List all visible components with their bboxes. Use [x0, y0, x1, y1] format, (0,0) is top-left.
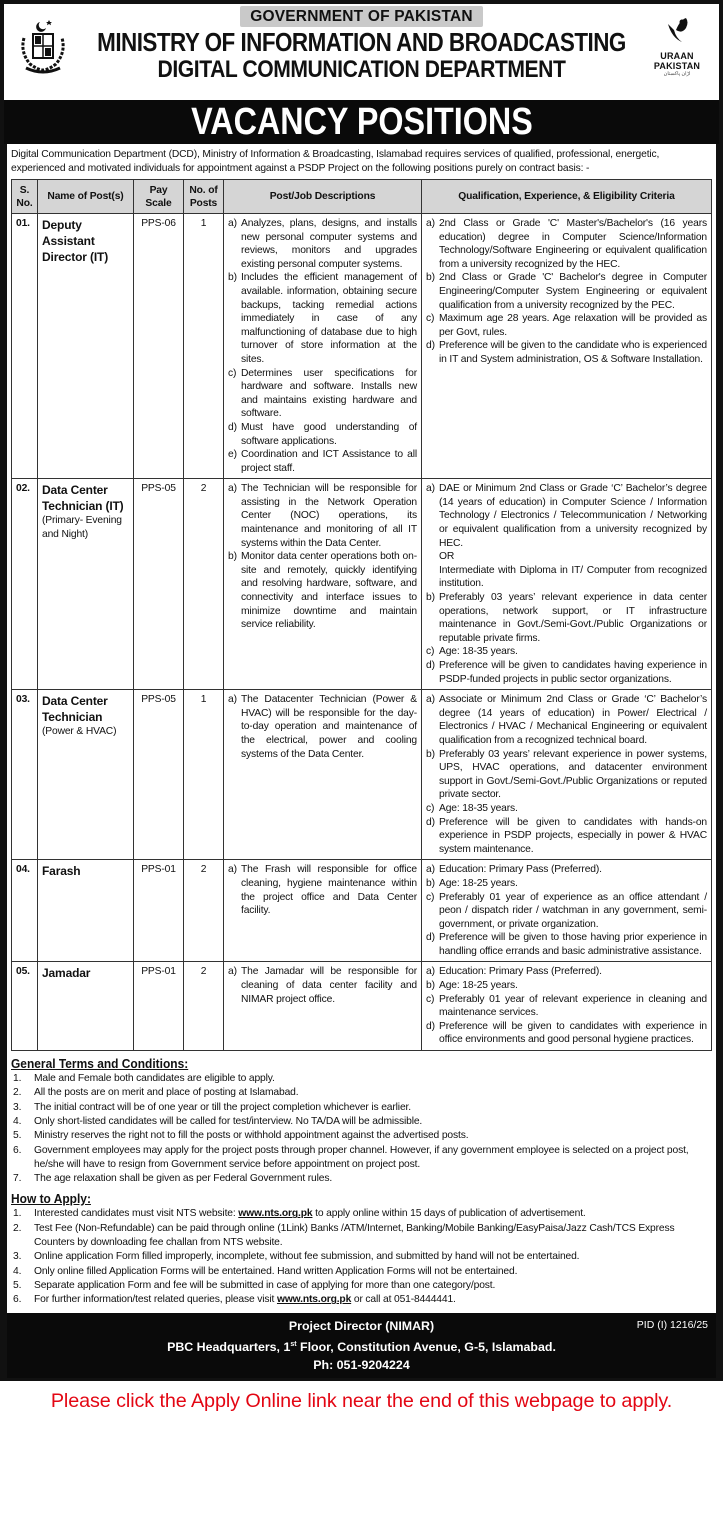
apply-item: 1. Interested candidates must visit NTS website: www.nts.org.pk to apply online within 15 days of publication of advertisement. [13, 1208, 586, 1220]
contact-footer [7, 1313, 716, 1378]
pay-scale: PPS-05 [134, 479, 184, 690]
apply-title: How to Apply: [11, 1191, 91, 1207]
qualification-item: c) Preferably 01 year of experience as an office attendant / peon / dispatch rider / watchman in any government, semi-government, or private organization. [426, 891, 707, 930]
project-director: Project Director (NIMAR) [288, 1319, 435, 1334]
header-posts: No. of Posts [184, 180, 224, 214]
government-badge: GOVERNMENT OF PAKISTAN [240, 6, 483, 27]
header-scale: Pay Scale [134, 180, 184, 214]
qualification-item: a) 2nd Class or Grade 'C' Master's/Bachelor's (16 years education) degree in Computer Science/Information Technology/Software Engineering or equivalent qualification from a university recognized by the HEC. [426, 218, 707, 270]
job-description [224, 860, 422, 962]
header-description: Post/Job Descriptions [224, 180, 422, 214]
description-item: a) The Datacenter Technician (Power & HVAC) will be responsible for the day-to-day operation and maintenance of the electrical, power and cooling systems of the Data Center. [228, 694, 417, 760]
serial-number: 05. [12, 962, 38, 1051]
address: PBC Headquarters, 1st Floor, Constitution Avenue, G-5, Islamabad. [167, 1340, 556, 1355]
qualification-item: c) Preferably 01 year of relevant experience in cleaning and maintenance services. [426, 993, 707, 1019]
qualification-criteria [422, 690, 712, 860]
table-row [12, 690, 712, 860]
ministry-title: MINISTRY OF INFORMATION AND BROADCASTING [97, 29, 626, 57]
pay-scale: PPS-01 [134, 962, 184, 1051]
table-row [12, 479, 712, 690]
terms-title: General Terms and Conditions: [11, 1056, 189, 1072]
pay-scale: PPS-05 [134, 690, 184, 860]
qualification-item: d) Preference will be given to candidates with hands-on experience in PSDP projects, especially in power & HVAC system maintenance. [426, 816, 707, 855]
apply-section [11, 1191, 712, 1307]
description-item: c) Determines user specifications for hardware and software. Installs new and maintains existing hardware and software. [228, 367, 417, 420]
description-item: a) The Jamadar will be responsible for cleaning of data center facility and NIMAR project office. [228, 966, 417, 1005]
qualification-item: b) 2nd Class or Grade 'C' Bachelor's degree in Computer Engineering/Computer System Engineering or equivalent qualification from a university recognized by the PEC. [426, 272, 707, 311]
qualification-item: d) Preference will be given to those having prior experience in handling office errands and basic administrative assistance. [426, 932, 707, 957]
header [4, 4, 719, 100]
post-name: Deputy Assistant Director (IT) [38, 214, 134, 479]
pid-number: PID (I) 1216/25 [636, 1319, 708, 1332]
vacancy-banner [4, 100, 719, 144]
description-item: b) Includes the efficient management of available. information, obtaining secure backups, tacking remedial actions immediately in case of any malfunctioning of database due to high turnover of store information at the sites. [228, 272, 417, 365]
pay-scale: PPS-06 [134, 214, 184, 479]
qualification-criteria [422, 962, 712, 1051]
table-row [12, 214, 712, 479]
intro-paragraph: Digital Communication Department (DCD), Ministry of Information & Broadcasting, Islamabad requires services of qualified, professional, energetic, experienced and motivated individuals for appointment against a PSDP Project on the following positions purely on contract basis: - [11, 149, 660, 174]
serial-number: 04. [12, 860, 38, 962]
description-item: a) Analyzes, plans, designs, and installs new personal computer systems and reviews, monitors and upgrades existing personal computer systems. [228, 218, 417, 270]
post-name: Jamadar [38, 962, 134, 1051]
uraan-subtitle: PAKISTAN [653, 61, 701, 71]
phone-number: Ph: 051-9204224 [313, 1357, 410, 1372]
qualification-item: a) Education: Primary Pass (Preferred). [426, 966, 602, 978]
qualification-item: b) Age: 18-25 years. [426, 980, 518, 992]
table-header-row [12, 180, 712, 214]
apply-item: 5. Separate application Form and fee will be submitted in case of applying for more than one category/post. [13, 1279, 496, 1291]
post-name: Data Center Technician (Power & HVAC) [38, 690, 134, 860]
vacancy-table [11, 179, 712, 1051]
nts-website-link[interactable]: www.nts.org.pk [276, 1294, 352, 1306]
qualification-item: b) Age: 18-25 years. [426, 877, 518, 889]
description-item: a) The Technician will be responsible for assisting in the Network Operation Center (NOC) operations, its maintenance and monitoring of all IT systems within the Data Center. [228, 483, 417, 549]
terms-item: 6. Government employees may apply for the project posts through proper channel. However, if any government employee is selected on a project post, he/she will have to resign from Government service before appointment on project post. [13, 1144, 689, 1170]
advertisement-body [4, 144, 719, 1381]
job-description [224, 690, 422, 860]
qualification-item: c) Age: 18-35 years. [426, 802, 518, 814]
qualification-item: d) Preference will be given to the candidate who is experienced in IT and System administration, OS & Software Installation. [426, 340, 707, 365]
uraan-title: URAAN [660, 51, 694, 61]
qualification-item: b) Preferably 03 years’ relevant experience in power systems, UPS, HVAC operations, and datacenter environment support in Govt./Semi-Govt./Public Organizations or reputed private sector. [426, 748, 707, 801]
qualification-item: a) Associate or Minimum 2nd Class or Grade ‘C’ Bachelor’s degree (14 years of education) in Power/ Electrical / Electronics / HVAC / Mechanical Engineering or equivalent qualification from a recognized technical board. [426, 694, 707, 746]
qualification-criteria: a) DAE or Minimum 2nd Class or Grade ‘C’ Bachelor’s degree (14 years of education) in Computer Science / Information Technology / Electronics / Telecommunication / Networking or equivalent qualification from a university recognized by HEC. OR Intermediate with Diploma in IT/ Computer from recognized institution. b) Preferably 03 years’ relevant experience in data center operations, network support, or IT infrastructure maintenance in Govt./Semi-Govt./Public Organizations or reputable private firms. c) Age: 18-35 years. d) Preference will be given to candidates having experience in PSDP-funded projects in public sector organizations. [422, 479, 712, 690]
terms-item: 2. All the posts are on merit and place of posting at Islamabad. [13, 1087, 299, 1099]
post-name: Farash [38, 860, 134, 962]
apply-item: 2. Test Fee (Non-Refundable) can be paid through online (1Link) Banks /ATM/Internet, Banking/Mobile Banking/EasyPaisa/Jazz Cash/TCS Express Counters by downloading fee challan from NTS website. [13, 1222, 675, 1248]
serial-number: 03. [12, 690, 38, 860]
apply-online-notice: Please click the Apply Online link near the end of this webpage to apply. [50, 1390, 673, 1413]
number-of-posts: 1 [184, 214, 224, 479]
number-of-posts: 2 [184, 860, 224, 962]
number-of-posts: 2 [184, 479, 224, 690]
description-item: a) The Frash will responsible for office cleaning, hygiene maintenance within the project office and Data Center facility. [228, 864, 417, 917]
description-item: b) Monitor data center operations both on-site and remotely, quickly identifying and resolving hardware, software, and connectivity and interface issues to minimize downtime and maintain service reliability. [228, 551, 417, 631]
post-name: Data Center Technician (IT) (Primary- Evening and Night) [38, 479, 134, 690]
description-item: e) Coordination and ICT Assistance to all project staff. [228, 449, 417, 474]
job-description [224, 214, 422, 479]
apply-item: 4. Only online filled Application Forms will be entertained. Hand written Application Forms will not be entertained. [13, 1265, 518, 1277]
qualification-item: c) Age: 18-35 years. [426, 646, 518, 658]
terms-section [11, 1056, 712, 1186]
terms-item: 7. The age relaxation shall be given as per Federal Government rules. [13, 1173, 333, 1185]
qualification-item: b) Preferably 03 years’ relevant experience in data center operations, network support, or IT infrastructure maintenance in Govt./Semi-Govt./Public Organizations or reputable private firms. [426, 592, 707, 644]
nts-website-link[interactable]: www.nts.org.pk [238, 1208, 313, 1220]
qualification-item: d) Preference will be given to candidates with experience in office environments and good personal hygiene practices. [426, 1020, 707, 1046]
qualification-item: a) Education: Primary Pass (Preferred). [426, 864, 602, 876]
pay-scale: PPS-01 [134, 860, 184, 962]
terms-item: 5. Ministry reserves the right not to fill the posts or withhold appointment against the advertised posts. [13, 1130, 469, 1142]
header-sno: S. No. [12, 180, 38, 214]
job-description [224, 479, 422, 690]
terms-item: 4. Only short-listed candidates will be called for test/interview. No TA/DA will be admissible. [13, 1115, 423, 1127]
number-of-posts: 1 [184, 690, 224, 860]
table-row [12, 860, 712, 962]
job-description [224, 962, 422, 1051]
banner-title: VACANCY POSITIONS [190, 101, 533, 143]
header-qualification: Qualification, Experience, & Eligibility Criteria [422, 180, 712, 214]
qualification-item: c) Maximum age 28 years. Age relaxation will be provided as per Govt, rules. [426, 313, 707, 338]
uraan-tagline: اڑان پاکستان [663, 71, 691, 77]
serial-number: 01. [12, 214, 38, 479]
number-of-posts: 2 [184, 962, 224, 1051]
terms-item: 3. The initial contract will be of one year or till the project completion whichever is earlier. [13, 1101, 411, 1113]
qualification-item: a) DAE or Minimum 2nd Class or Grade ‘C’ Bachelor’s degree (14 years of education) in Computer Science / Information Technology / Electronics / Telecommunication / Networking or equivalent qualification from a university recognized by HEC. [426, 483, 707, 549]
qualification-criteria [422, 860, 712, 962]
qualification-item: d) Preference will be given to candidates having experience in PSDP-funded projects in public sector organizations. [426, 660, 707, 685]
department-title: DIGITAL COMMUNICATION DEPARTMENT [157, 56, 566, 83]
table-row [12, 962, 712, 1051]
terms-list [11, 1072, 712, 1186]
header-name: Name of Post(s) [38, 180, 134, 214]
apply-item: 3. Online application Form filled improperly, incomplete, without fee submission, and submitted by hand will not be entertained. [13, 1251, 580, 1263]
serial-number: 02. [12, 479, 38, 690]
description-item: d) Must have good understanding of software applications. [228, 421, 417, 447]
qualification-criteria [422, 214, 712, 479]
terms-item: 1. Male and Female both candidates are eligible to apply. [13, 1073, 275, 1085]
apply-item: 6. For further information/test related queries, please visit www.nts.org.pk or call at 051-8444441. [13, 1294, 456, 1306]
